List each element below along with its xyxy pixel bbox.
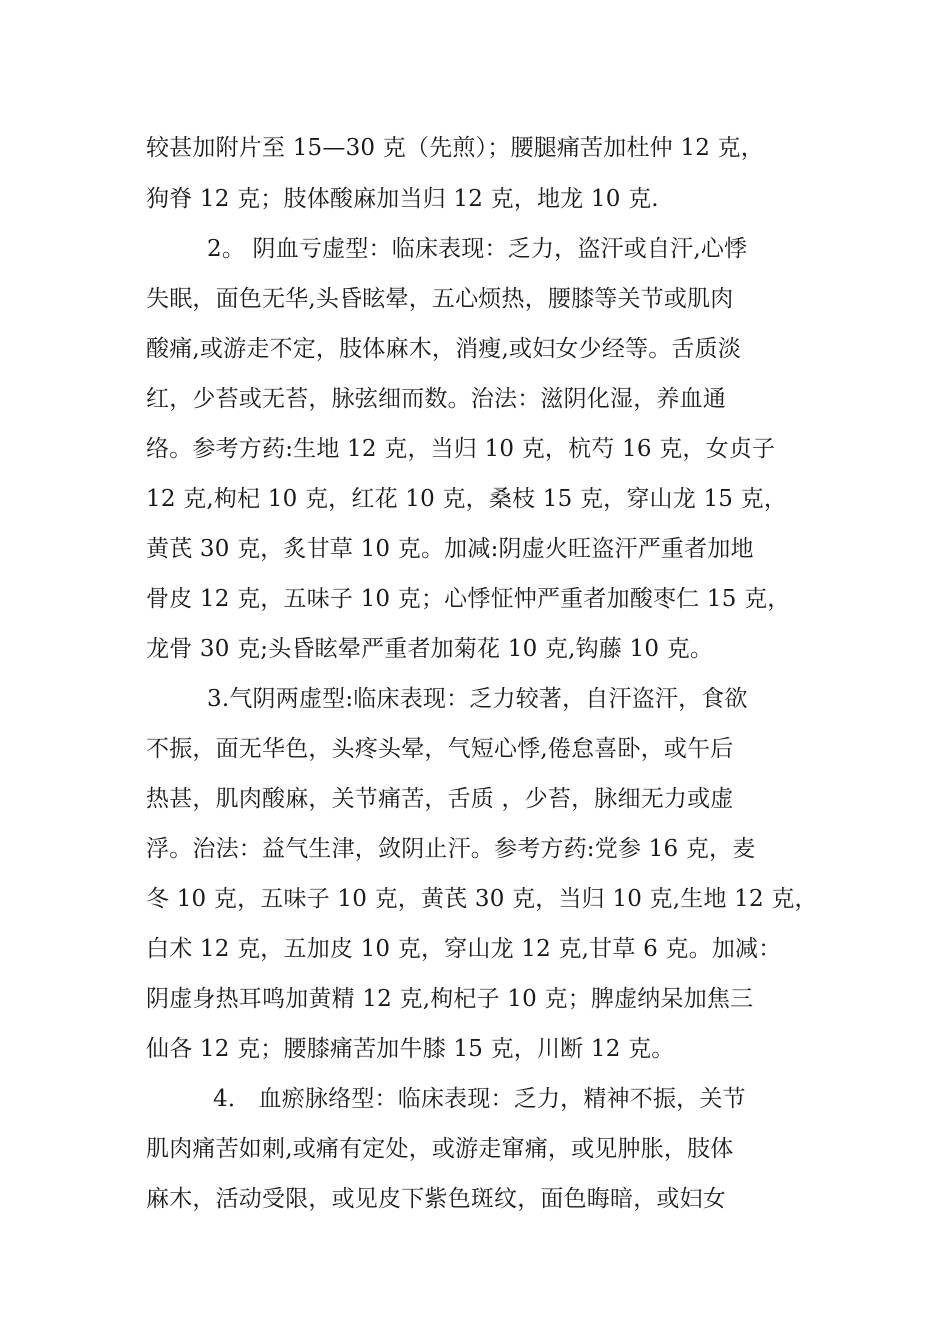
section-heading-line: 3.气阴两虚型:临床表现：乏力较著，自汗盗汗，食欲 xyxy=(207,686,748,712)
text-line: 肌肉痛苦如刺,或痛有定处，或游走窜痛，或见肿胀，肢体 xyxy=(146,1136,734,1162)
text-line: 狗脊 12 克；肢体酸麻加当归 12 克，地龙 10 克. xyxy=(146,186,659,212)
text-line: 热甚，肌肉酸麻，关节痛苦，舌质 ，少苔，脉细无力或虚 xyxy=(146,786,734,812)
text-line: 不振，面无华色，头疼头晕，气短心悸,倦怠喜卧，或午后 xyxy=(146,736,734,762)
text-line: 仙各 12 克；腰膝痛苦加牛膝 15 克，川断 12 克。 xyxy=(146,1036,675,1062)
text-line: 失眠，面色无华,头昏眩晕，五心烦热，腰膝等关节或肌肉 xyxy=(146,286,734,312)
text-line: 黄芪 30 克，炙甘草 10 克。加减:阴虚火旺盗汗严重者加地 xyxy=(146,536,754,562)
text-line: 较甚加附片至 15—30 克（先煎）；腰腿痛苦加杜仲 12 克， xyxy=(146,135,764,161)
text-line: 麻木，活动受限，或见皮下紫色斑纹，面色晦暗，或妇女 xyxy=(146,1186,726,1212)
section-heading-line: 2。 阴血亏虚型：临床表现：乏力，盗汗或自汗,心悸 xyxy=(207,236,748,262)
text-line: 12 克,枸杞 10 克，红花 10 克，桑枝 15 克，穿山龙 15 克， xyxy=(146,486,788,512)
section-heading-line: 4． 血瘀脉络型：临床表现：乏力，精神不振，关节 xyxy=(213,1086,746,1112)
text-line: 骨皮 12 克，五味子 10 克；心悸怔忡严重者加酸枣仁 15 克， xyxy=(146,586,791,612)
text-line: 络。参考方药:生地 12 克，当归 10 克，杭芍 16 克，女贞子 xyxy=(146,436,776,462)
text-line: 浮。治法：益气生津，敛阴止汗。参考方药:党参 16 克，麦 xyxy=(146,836,756,862)
text-line: 冬 10 克，五味子 10 克，黄芪 30 克，当归 10 克,生地 12 克， xyxy=(146,886,818,912)
text-line: 龙骨 30 克;头昏眩晕严重者加菊花 10 克,钩藤 10 克。 xyxy=(146,636,714,662)
text-line: 白术 12 克，五加皮 10 克，穿山龙 12 克,甘草 6 克。加减： xyxy=(146,936,782,962)
text-line: 酸痛,或游走不定，肢体麻木，消瘦,或妇女少经等。舌质淡 xyxy=(146,336,742,362)
text-line: 红，少苔或无苔，脉弦细而数。治法：滋阴化湿，养血通 xyxy=(146,386,726,412)
text-line: 阴虚身热耳鸣加黄精 12 克,枸杞子 10 克；脾虚纳呆加焦三 xyxy=(146,986,754,1012)
